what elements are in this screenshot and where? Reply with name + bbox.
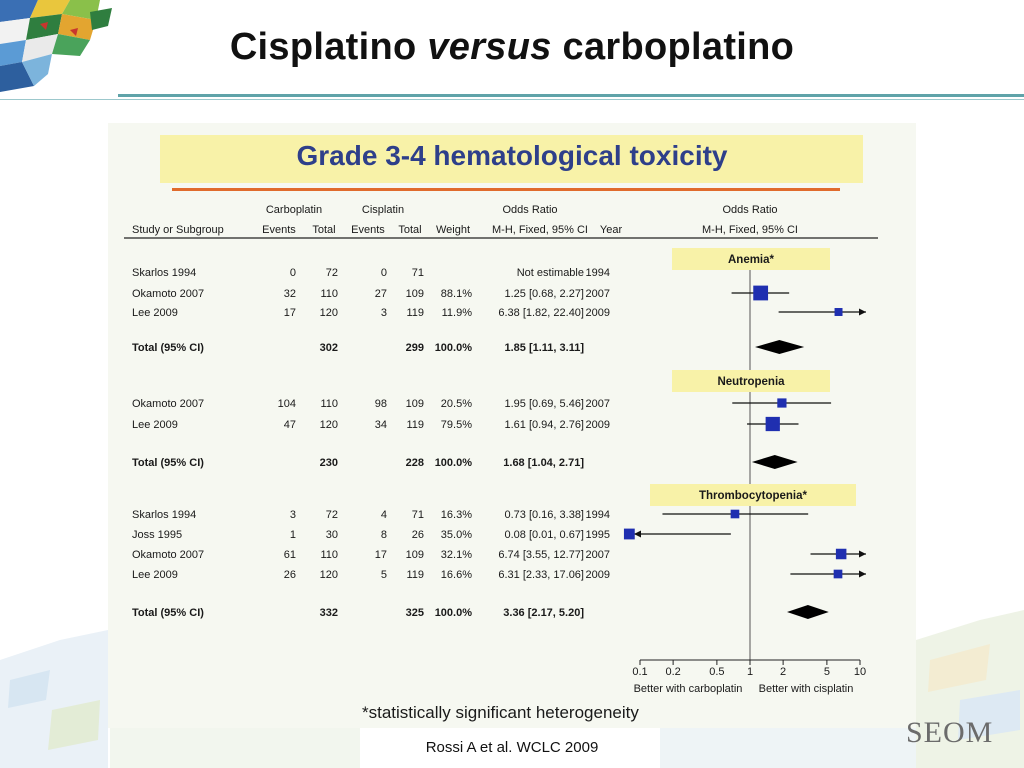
study-row-anemia-2-carbo-total: 120: [319, 307, 338, 319]
total-row-thrombocytopenia-label: Total (95% CI): [132, 607, 204, 619]
header-weight: Weight: [435, 224, 471, 236]
study-row-anemia-0-carbo-total: 72: [325, 267, 338, 279]
study-row-thrombocytopenia-3-weight: 16.6%: [440, 569, 472, 581]
study-row-neutropenia-0-carbo-total: 110: [320, 398, 338, 410]
seom-logo: SEOM: [906, 716, 994, 749]
total-row-anemia-cis-total: 299: [405, 342, 424, 354]
study-row-thrombocytopenia-2-cis-events: 17: [374, 549, 387, 561]
header-carboplatin: Carboplatin: [265, 204, 323, 216]
header-plot-ci: M-H, Fixed, 95% CI: [702, 224, 798, 236]
study-row-neutropenia-0-cis-total: 109: [405, 398, 424, 410]
study-row-anemia-2-ci-arrow-right: [859, 309, 866, 316]
study-row-thrombocytopenia-3-cis-events: 5: [380, 569, 387, 581]
study-row-thrombocytopenia-3-year: 2009: [585, 569, 610, 581]
study-row-anemia-2-year: 2009: [585, 307, 610, 319]
header-total-1: Total: [312, 224, 336, 236]
study-row-thrombocytopenia-0-marker: [731, 510, 740, 519]
study-row-thrombocytopenia-0-or-ci: 0.73 [0.16, 3.38]: [504, 509, 584, 521]
study-row-anemia-2-marker: [835, 308, 843, 316]
chart-title: Grade 3-4 hematological toxicity: [296, 140, 728, 171]
favours-left-label: Better with carboplatin: [633, 683, 743, 695]
study-row-anemia-1-year: 2007: [585, 288, 610, 300]
study-row-thrombocytopenia-3-marker: [834, 570, 843, 579]
study-row-neutropenia-1-or-ci: 1.61 [0.94, 2.76]: [504, 419, 584, 431]
total-row-anemia-carbo-total: 302: [319, 342, 338, 354]
study-row-thrombocytopenia-3-name: Lee 2009: [132, 569, 178, 581]
study-row-thrombocytopenia-3-ci-arrow-right: [859, 571, 866, 578]
subgroup-label-neutropenia: Neutropenia: [717, 376, 785, 388]
x-tick-label-6: 10: [853, 666, 867, 678]
header-total-2: Total: [398, 224, 422, 236]
study-row-thrombocytopenia-2-year: 2007: [585, 549, 610, 561]
header-study: Study or Subgroup: [132, 224, 224, 236]
study-row-neutropenia-0-year: 2007: [585, 398, 610, 410]
study-row-thrombocytopenia-1-carbo-events: 1: [289, 529, 296, 541]
study-row-thrombocytopenia-2-cis-total: 109: [405, 549, 424, 561]
study-row-anemia-1-weight: 88.1%: [440, 288, 472, 300]
study-row-anemia-2-or-ci: 6.38 [1.82, 22.40]: [498, 307, 584, 319]
study-row-thrombocytopenia-1-or-ci: 0.08 [0.01, 0.67]: [504, 529, 584, 541]
study-row-anemia-1-name: Okamoto 2007: [132, 288, 205, 300]
study-row-thrombocytopenia-0-year: 1994: [585, 509, 610, 521]
study-row-thrombocytopenia-1-cis-total: 26: [411, 529, 424, 541]
study-row-neutropenia-1-year: 2009: [585, 419, 610, 431]
study-row-neutropenia-1-cis-events: 34: [374, 419, 387, 431]
study-row-anemia-0-or-ci: Not estimable: [516, 267, 584, 279]
study-row-thrombocytopenia-2-carbo-events: 61: [283, 549, 296, 561]
study-row-thrombocytopenia-0-cis-events: 4: [380, 509, 387, 521]
subgroup-label-thrombocytopenia: Thrombocytopenia*: [699, 490, 807, 502]
forest-rows: [132, 248, 866, 660]
total-row-anemia-label: Total (95% CI): [132, 342, 204, 354]
study-row-neutropenia-0-name: Okamoto 2007: [132, 398, 205, 410]
header-plot-odds-ratio: Odds Ratio: [722, 204, 778, 216]
x-tick-label-3: 1: [746, 666, 754, 678]
total-row-neutropenia-diamond: [752, 455, 798, 469]
total-row-thrombocytopenia-weight: 100.0%: [434, 607, 472, 619]
heterogeneity-footnote: *statistically significant heterogeneity: [362, 703, 639, 722]
study-row-thrombocytopenia-2-marker: [836, 549, 847, 560]
total-row-neutropenia-carbo-total: 230: [319, 457, 338, 469]
study-row-anemia-1-cis-total: 109: [405, 288, 424, 300]
total-row-neutropenia-cis-total: 228: [405, 457, 424, 469]
x-tick-label-5: 5: [823, 666, 830, 678]
study-row-thrombocytopenia-1-marker: [624, 529, 635, 540]
study-row-thrombocytopenia-0-cis-total: 71: [411, 509, 424, 521]
study-row-thrombocytopenia-1-name: Joss 1995: [132, 529, 183, 541]
study-row-anemia-0-cis-total: 71: [411, 267, 424, 279]
study-row-thrombocytopenia-2-name: Okamoto 2007: [132, 549, 205, 561]
study-row-thrombocytopenia-1-carbo-total: 30: [325, 529, 338, 541]
x-tick-label-1: 0.2: [665, 666, 681, 678]
header-year: Year: [599, 224, 623, 236]
x-axis: [632, 660, 866, 678]
header-events-1: Events: [262, 224, 296, 236]
subgroup-label-anemia: Anemia*: [727, 254, 775, 266]
header-cisplatin: Cisplatin: [361, 204, 405, 216]
total-row-neutropenia-weight: 100.0%: [434, 457, 472, 469]
study-row-neutropenia-0-cis-events: 98: [374, 398, 387, 410]
study-row-anemia-2-cis-events: 3: [380, 307, 387, 319]
study-row-thrombocytopenia-3-cis-total: 119: [406, 569, 424, 581]
study-row-thrombocytopenia-2-or-ci: 6.74 [3.55, 12.77]: [498, 549, 584, 561]
study-row-thrombocytopenia-2-carbo-total: 110: [320, 549, 338, 561]
total-row-neutropenia-or-ci: 1.68 [1.04, 2.71]: [503, 457, 584, 469]
study-row-thrombocytopenia-1-ci-arrow-left: [634, 531, 641, 538]
study-row-thrombocytopenia-3-carbo-events: 26: [283, 569, 296, 581]
study-row-thrombocytopenia-3-or-ci: 6.31 [2.33, 17.06]: [498, 569, 584, 581]
study-row-thrombocytopenia-2-weight: 32.1%: [440, 549, 472, 561]
study-row-thrombocytopenia-0-carbo-events: 3: [289, 509, 296, 521]
study-row-thrombocytopenia-3-carbo-total: 120: [319, 569, 338, 581]
study-row-anemia-0-name: Skarlos 1994: [132, 267, 197, 279]
study-row-anemia-0-cis-events: 0: [380, 267, 387, 279]
study-row-neutropenia-1-name: Lee 2009: [132, 419, 178, 431]
study-row-thrombocytopenia-0-weight: 16.3%: [440, 509, 472, 521]
total-row-thrombocytopenia-diamond: [787, 605, 829, 619]
header-events-2: Events: [351, 224, 385, 236]
total-row-thrombocytopenia-or-ci: 3.36 [2.17, 5.20]: [503, 607, 584, 619]
study-row-neutropenia-0-or-ci: 1.95 [0.69, 5.46]: [504, 398, 584, 410]
study-row-anemia-0-year: 1994: [585, 267, 610, 279]
study-row-anemia-1-or-ci: 1.25 [0.68, 2.27]: [504, 288, 584, 300]
study-row-neutropenia-0-weight: 20.5%: [440, 398, 472, 410]
study-row-thrombocytopenia-1-cis-events: 8: [380, 529, 387, 541]
study-row-anemia-2-cis-total: 119: [406, 307, 424, 319]
x-tick-label-0: 0.1: [632, 666, 648, 678]
header-ci: M-H, Fixed, 95% CI: [492, 224, 588, 236]
total-row-thrombocytopenia-cis-total: 325: [405, 607, 424, 619]
study-row-thrombocytopenia-0-name: Skarlos 1994: [132, 509, 197, 521]
study-row-anemia-2-name: Lee 2009: [132, 307, 178, 319]
total-row-anemia-diamond: [755, 340, 804, 354]
study-row-neutropenia-1-cis-total: 119: [406, 419, 424, 431]
study-row-anemia-1-carbo-events: 32: [283, 288, 296, 300]
study-row-anemia-1-cis-events: 27: [374, 288, 387, 300]
study-row-neutropenia-0-marker: [777, 398, 786, 407]
study-row-anemia-0-carbo-events: 0: [289, 267, 296, 279]
study-row-thrombocytopenia-0-carbo-total: 72: [325, 509, 338, 521]
total-row-neutropenia-label: Total (95% CI): [132, 457, 204, 469]
slide-title: Cisplatino versus carboplatino: [229, 26, 795, 68]
study-row-neutropenia-1-weight: 79.5%: [440, 419, 472, 431]
total-row-anemia-or-ci: 1.85 [1.11, 3.11]: [504, 342, 584, 354]
study-row-thrombocytopenia-2-ci-arrow-right: [859, 551, 866, 558]
x-tick-label-2: 0.5: [709, 666, 725, 678]
study-row-thrombocytopenia-1-weight: 35.0%: [440, 529, 472, 541]
study-row-anemia-2-weight: 11.9%: [441, 307, 472, 319]
total-row-anemia-weight: 100.0%: [434, 342, 472, 354]
study-row-anemia-2-carbo-events: 17: [283, 307, 296, 319]
study-row-neutropenia-0-carbo-events: 104: [277, 398, 296, 410]
study-row-anemia-1-marker: [753, 286, 768, 301]
study-row-anemia-1-carbo-total: 110: [320, 288, 338, 300]
study-row-neutropenia-1-marker: [766, 417, 780, 431]
study-row-thrombocytopenia-1-year: 1995: [585, 529, 610, 541]
header-odds-ratio: Odds Ratio: [502, 204, 558, 216]
study-row-neutropenia-1-carbo-total: 120: [319, 419, 338, 431]
x-tick-label-4: 2: [780, 666, 787, 678]
favours-right-label: Better with cisplatin: [758, 683, 854, 695]
study-row-neutropenia-1-carbo-events: 47: [283, 419, 296, 431]
source-citation: Rossi A et al. WCLC 2009: [425, 739, 599, 756]
total-row-thrombocytopenia-carbo-total: 332: [319, 607, 338, 619]
